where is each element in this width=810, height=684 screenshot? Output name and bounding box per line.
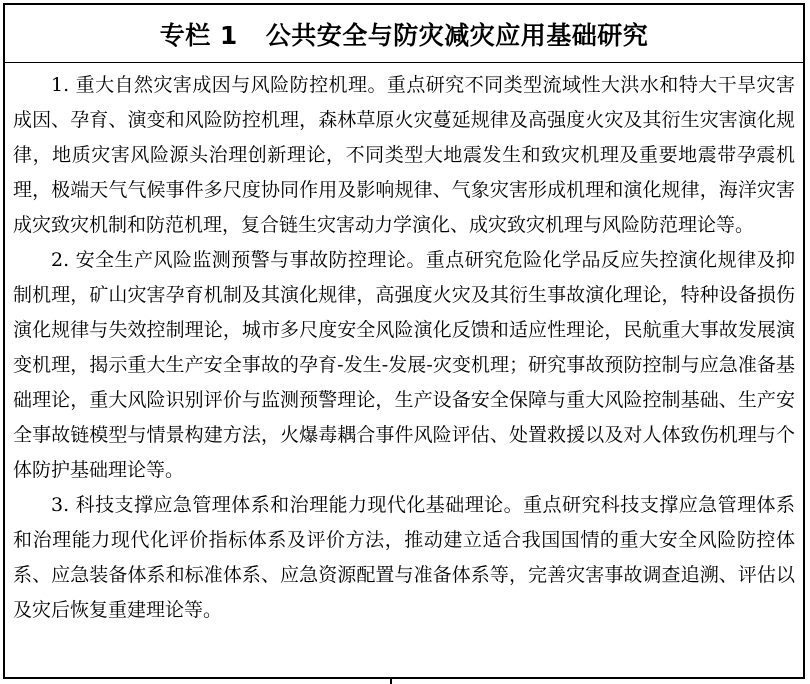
box-header [5,5,803,63]
feature-box [3,3,805,679]
paragraph-3: 3. 科技支撑应急管理体系和治理能力现代化基础理论。重点研究科技支撑应急管理体系和治理能力现代化评价指标体系及评价方法，推动建立适合我国国情的重大安全风险防控体系、应急装备体系和标准体系、应急资源配置与准备体系等，完善灾害事故调查追溯、评估以及灾后恢复重建理论等。 [13,494,795,621]
box-content [5,63,803,628]
paragraph-2: 2. 安全生产风险监测预警与事故防控理论。重点研究危险化学品反应失控演化规律及抑制机理，矿山灾害孕育机制及其演化规律，高强度火灾及其衍生事故演化理论，特种设备损伤演化规律与失效控制理论，城市多尺度安全风险演化反馈和适应性理论，民航重大事故发展演变机理，揭示重大生产安全事故的孕育-发生-发展-灾变机理；研究事故预防控制与应急准备基础理论，重大风险识别评价与监测预警理论，生产设备安全保障与重大风险控制基础、生产安全事故链模型与情景构建方法，火爆毒耦合事件风险评估、处置救援以及对人体致伤机理与个体防护基础理论等。 [13,249,795,481]
box-title: 公共安全与防灾减灾应用基础研究 [265,20,649,50]
paragraph-1: 1. 重大自然灾害成因与风险防控机理。重点研究不同类型流域性大洪水和特大干旱灾害成因、孕育、演变和风险防控机理，森林草原火灾蔓延规律及高强度火灾及其衍生灾害演化规律，地质灾害风险源头治理创新理论，不同类型大地震发生和致灾机理及重要地震带孕震机理，极端天气气候事件多尺度协同作用及影响规律、气象灾害形成机理和演化规律，海洋灾害成灾致灾机制和防范机理，复合链生灾害动力学演化、成灾致灾机理与风险防范理论等。 [13,74,795,236]
box-label: 专栏 1 [159,20,238,50]
page-edge-mark [390,679,392,684]
